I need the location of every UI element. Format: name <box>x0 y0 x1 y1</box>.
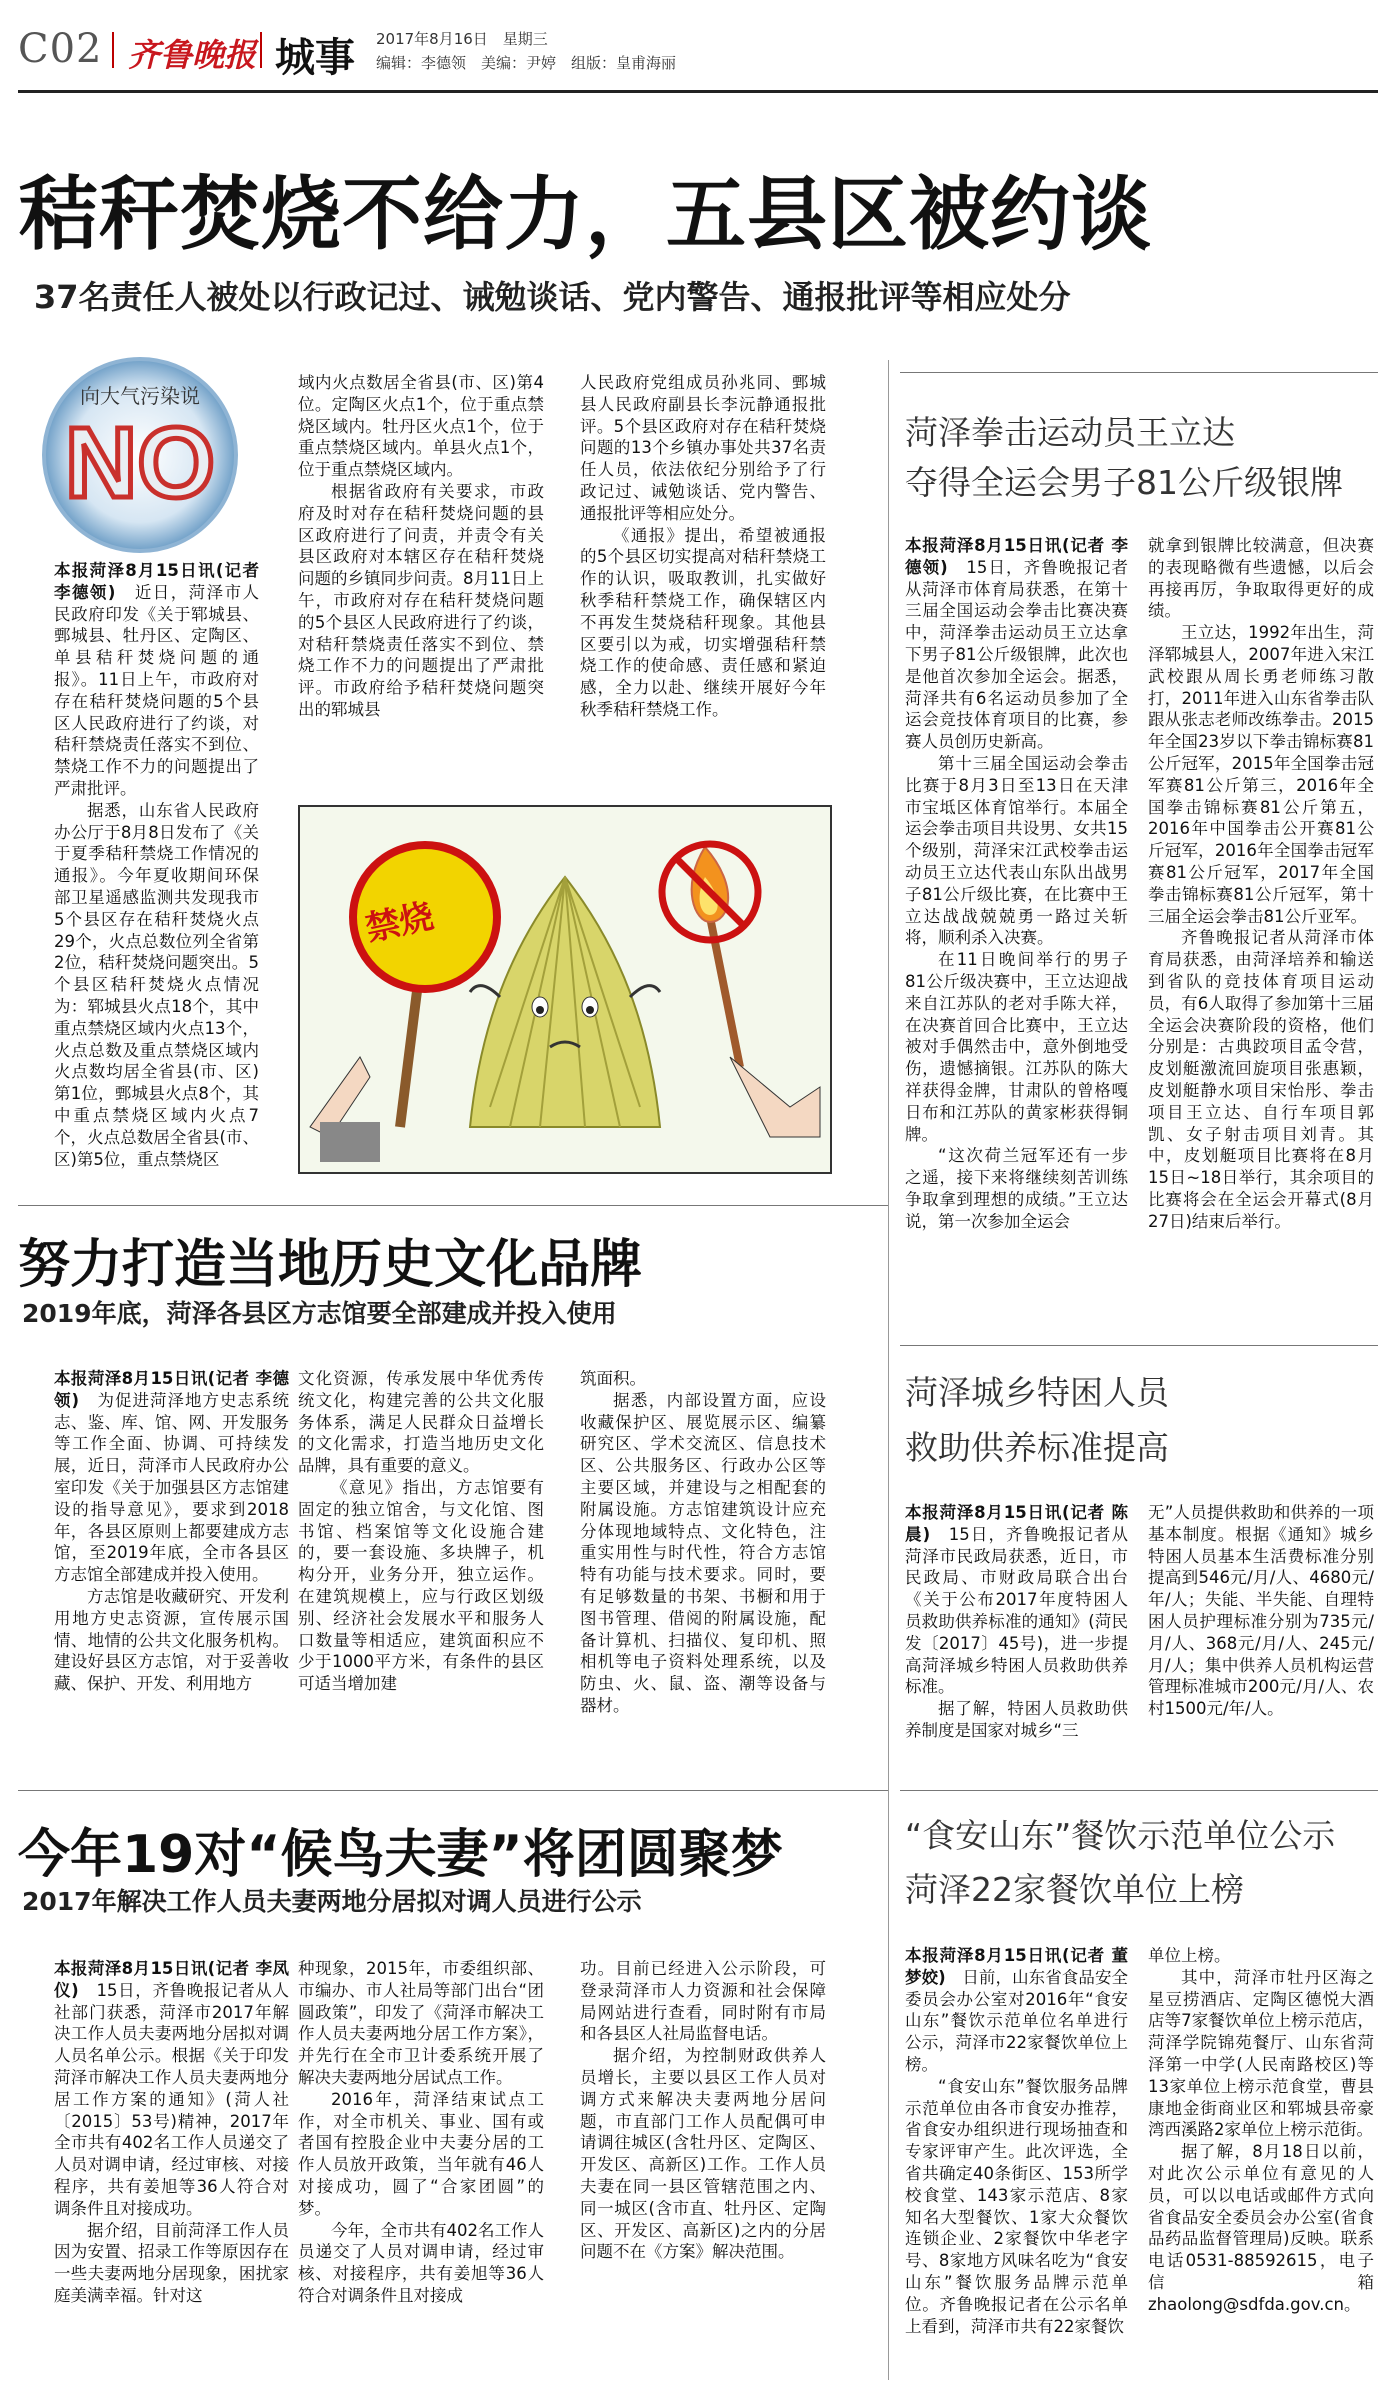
section-rule <box>18 1790 888 1791</box>
food-paragraph: 据了解，8月18日以前，对此次公示单位有意见的人员，可以以电话或邮件方式向省食品安全委员会办公室(省食品药品监督管理局)反映。联系电话0531-88592615，电子信箱 zhaolong@sdfda.gov.cn。 <box>1148 2142 1374 2314</box>
main-paragraph: 根据省政府有关要求，市政府及时对存在秸秆焚烧问题的县区政府进行了问责，并责令有关县区政府对本辖区存在秸秆焚烧问题的乡镇同步问责。8月11日上午，市政府对存在秸秆焚烧问题的5个县区人民政府进行了约谈，对秸秆禁烧责任落实不到位、禁烧工作不力的问题提出了严肃批评。市政府给予秸秆焚烧问题突出的郓城县 <box>298 481 544 719</box>
editor-credits: 编辑：李德领 美编：尹婷 组版：皇甫海丽 <box>376 54 677 72</box>
boxer-paragraph: “这次荷兰冠军还有一步之遥，接下来将继续刻苦训练争取拿到理想的成绩。”王立达说，第一次参加全运会 <box>905 1146 1128 1231</box>
match-flame-icon <box>662 844 820 1137</box>
culture-column-3 <box>580 1368 826 1780</box>
boxer-paragraph: 第十三届全国运动会拳击比赛于8月3日至13日在天津市宝坻区体育馆举行。本届全运会拳击项目共设男、女共15个级别，菏泽宋江武校拳击运动员王立达代表山东队出战男子81公斤级比赛，在比赛中王立达战战兢兢勇一路过关斩将，顺利杀入决赛。 <box>905 753 1128 948</box>
section-rule <box>900 1790 1378 1791</box>
couples-paragraph: 15日，齐鲁晚报记者从人社部门获悉，菏泽市2017年解决工作人员夫妻两地分居拟对调人员名单公示。根据《关于印发菏泽市解决工作人员夫妻两地分居工作方案的通知》(菏人社〔2015〕53号)精神，2017年全市共有402名工作人员递交了人员对调申请，经过审核、对接程序，共有姜旭等36人符合对调条件且对接成功。 <box>54 1980 289 2218</box>
section-name: 城事 <box>275 35 355 81</box>
couples-paragraph: 种现象，2015年，市委组织部、市编办、市人社局等部门出台“团圆政策”，印发了《菏泽市解决工作人员夫妻两地分居工作方案》，并先行在全市卫计委系统开展了解决夫妻两地分居试点工作。 <box>298 1959 544 2087</box>
food-paragraph: 日前，山东省食品安全委员会办公室对2016年“食安山东”餐饮示范单位名单进行公示，菏泽市22家餐饮单位上榜。 <box>905 1967 1128 2074</box>
poverty-paragraph: 据了解，特困人员救助供养制度是国家对城乡“三 <box>905 1699 1128 1740</box>
boxer-paragraph: 在11日晚间举行的男子81公斤级决赛中，王立达迎战来自江苏队的老对手陈大祥，在决赛首回合比赛中，王立达被对手偶然击中，意外倒地受伤，遗憾摘银。江苏队的陈大祥获得金牌，甘肃队的曾格嘎日布和江苏队的黄家彬获得铜牌。 <box>905 950 1128 1144</box>
main-headline: 秸秆焚烧不给力，五县区被约谈 <box>18 168 1152 261</box>
couples-column-1 <box>54 1958 289 2388</box>
food-headline-line1: “食安山东”餐饮示范单位公示 <box>905 1816 1336 1855</box>
poverty-headline-line2: 救助供养标准提高 <box>905 1428 1169 1467</box>
couples-paragraph: 2016年，菏泽结束试点工作，对全市机关、事业、国有或者国有控股企业中夫妻分居的工作人员放开政策，当年就有46人对接成功，圆了“合家团圆”的梦。 <box>298 2089 544 2218</box>
couples-paragraph: 据介绍，为控制财政供养人员增长，主要以县区工作人员对调方式来解决夫妻两地分居问题，市直部门工作人员配偶可申请调往城区(含牡丹区、定陶区、开发区、高新区)工作。工作人员夫妻在同一县区管辖范围之内、同一城区(含市直、牡丹区、定陶区、开发区、高新区)之内的分居问题不在《方案》解决范围。 <box>580 2046 826 2262</box>
couples-paragraph: 据介绍，目前菏泽工作人员因为安置、招录工作等原因存在一些夫妻两地分居现象，困扰家庭美满幸福。针对这 <box>54 2220 289 2305</box>
food-paragraph: “食安山东”餐饮服务品牌示范单位由各市食安办推荐，省食安办组织进行现场抽查和专家评审产生。此次评选，全省共确定40条街区、153所学校食堂、143家示范店、8家知名大型餐饮、1家大众餐饮连锁企业、2家餐饮中华老字号、8家地方风味名吃为“食安山东”餐饮服务品牌示范单位。齐鲁晚报记者在公示名单上看到，菏泽市共有22家餐饮 <box>905 2076 1128 2336</box>
badge-caption: 向大气污染说 <box>80 384 200 408</box>
couples-paragraph: 今年，全市共有402名工作人员递交了人员对调申请，经过审核、对接程序，共有姜旭等36人符合对调条件且对接成 <box>298 2220 544 2305</box>
poverty-paragraph: 无”人员提供救助和供养的一项基本制度。根据《通知》城乡特困人员基本生活费标准分别提高到546元/月/人、4680元/年/人；失能、半失能、自理特困人员护理标准分别为735元/月/人、368元/月/人、245元/月/人；集中供养人员机构运营管理标准城市200元/月/人、农村1500元/年/人。 <box>1148 1503 1374 1719</box>
culture-dateline: 本报菏泽8月15日讯(记者 李德领) <box>54 1369 289 1410</box>
boxer-column-2 <box>1148 535 1374 1335</box>
poverty-column-1 <box>905 1502 1128 1777</box>
food-headline-line2: 菏泽22家餐饮单位上榜 <box>905 1870 1244 1909</box>
sign-label: 禁烧 <box>362 896 438 950</box>
boxer-headline-line1: 菏泽拳击运动员王立达 <box>905 413 1235 452</box>
food-column-2 <box>1148 1945 1374 2385</box>
food-dateline: 本报菏泽8月15日讯(记者 董梦姣) <box>905 1946 1128 1987</box>
couples-subheadline: 2017年解决工作人员夫妻两地分居拟对调人员进行公示 <box>22 1887 642 1916</box>
boxer-paragraph: 齐鲁晚报记者从菏泽市体育局获悉，由菏泽培养和输送到省队的竞技体育项目运动员，有6人取得了参加第十三届全运会决赛阶段的资格，他们分别是：古典跤项目孟令营，皮划艇激流回旋项目张惠颖，皮划艇静水项目宋怡彤、拳击项目王立达、自行车项目郭凯、女子射击项目刘青。其中，皮划艇项目比赛将在8月15日~18日举行，其余项目的比赛将会在全运会开幕式(8月27日)结束后举行。 <box>1148 928 1374 1231</box>
main-paragraph: 人民政府党组成员孙兆同、鄄城县人民政府副县长李沅静通报批评。5个县区政府对存在秸秆焚烧问题的13个乡镇办事处共37名责任人员，依法依纪分别给予了行政记过、诫勉谈话、党内警告、通报批评等相应处分。 <box>580 373 826 523</box>
issue-date: 2017年8月16日 星期三 <box>376 30 548 48</box>
column-divider <box>888 360 889 2380</box>
section-rule <box>18 1205 888 1206</box>
straw-burning-illustration <box>298 805 832 1174</box>
main-subheadline: 37名责任人被处以行政记过、诫勉谈话、党内警告、通报批评等相应处分 <box>34 278 1071 316</box>
main-column-3 <box>580 372 826 822</box>
header-rule <box>18 90 1378 93</box>
culture-column-2 <box>298 1368 544 1780</box>
food-column-1 <box>905 1945 1128 2385</box>
culture-paragraph: 文化资源，传承发展中华优秀传统文化，构建完善的公共文化服务体系，满足人民群众日益增长的文化需求，打造当地历史文化品牌，具有重要的意义。 <box>298 1369 544 1476</box>
couples-column-3 <box>580 1958 826 2388</box>
main-dateline: 本报菏泽8月15日讯(记者 李德领) <box>54 561 259 602</box>
culture-paragraph: 据悉，内部设置方面，应设收藏保护区、展览展示区、编纂研究区、学术交流区、信息技术区、公共服务区、行政办公区等主要区域，并建设与之相配套的附属设施。方志馆建筑设计应充分体现地域特点、文化特色，注重实用性与时代性，符合方志馆特有功能与技术要求。同时，要有足够数量的书架、书橱和用于图书管理、借阅的附属设施，配备计算机、扫描仪、复印机、照相机等电子资料处理系统，以及防虫、火、鼠、盗、潮等设备与器材。 <box>580 1390 826 1715</box>
main-paragraph: 域内火点数居全省县(市、区)第4位。定陶区火点1个，位于重点禁烧区域内。牡丹区火点1个，位于重点禁烧区域内。单县火点1个，位于重点禁烧区域内。 <box>298 373 544 480</box>
boxer-headline-line2: 夺得全运会男子81公斤级银牌 <box>905 463 1343 502</box>
badge-no-text: NO <box>65 407 215 519</box>
section-rule <box>900 372 1378 373</box>
main-column-2 <box>298 372 544 822</box>
boxer-paragraph: 15日，齐鲁晚报记者从菏泽市体育局获悉，在第十三届全国运动会拳击比赛决赛中，菏泽拳击运动员王立达拿下男子81公斤级银牌，此次也是他首次参加全运会。据悉，菏泽共有6名运动员参加了全运会竞技体育项目的比赛，参赛人员创历史新高。 <box>905 557 1128 752</box>
culture-paragraph: 为促进菏泽地方史志系统志、鉴、库、馆、网、开发服务等工作全面、协调、可持续发展，近日，菏泽市人民政府办公室印发《关于加强县区方志馆建设的指导意见》，要求到2018年，各县区原则上都要建成方志馆，至2019年底，全市各县区方志馆全部建成并投入使用。 <box>54 1390 289 1585</box>
culture-paragraph: 筑面积。 <box>580 1369 646 1388</box>
main-paragraph: 近日，菏泽市人民政府印发《关于郓城县、鄄城县、牡丹区、定陶区、单县秸秆焚烧问题的通报》。11日上午，市政府对存在秸秆焚烧问题的5个县区人民政府进行了约谈，对秸秆禁烧责任落实不到位、禁烧工作不力的问题提出了严肃批评。 <box>54 582 259 798</box>
culture-subheadline: 2019年底，菏泽各县区方志馆要全部建成并投入使用 <box>22 1299 617 1328</box>
poverty-paragraph: 15日，齐鲁晚报记者从菏泽市民政局获悉，近日，市民政局、市财政局联合出台《关于公布2017年度特困人员救助供养标准的通知》(菏民发〔2017〕45号)，进一步提高菏泽城乡特困人员救助供养标准。 <box>905 1524 1128 1697</box>
couples-dateline: 本报菏泽8月15日讯(记者 李凤仪) <box>54 1959 289 2000</box>
header-divider <box>260 32 262 68</box>
food-paragraph: 其中，菏泽市牡丹区海之星豆捞酒店、定陶区德悦大酒店等7家餐饮单位上榜示范店，菏泽学院锦苑餐厅、山东省菏泽第一中学(人民南路校区)等13家单位上榜示范食堂，曹县康地金街商业区和郓城县帝豪湾西溪路2家单位上榜示范街。 <box>1148 1967 1374 2140</box>
culture-paragraph: 方志馆是收藏研究、开发利用地方史志资源，宣传展示国情、地情的公共文化服务机构。建设好县区方志馆，对于妥善收藏、保护、开发、利用地方 <box>54 1586 289 1694</box>
poverty-headline-line1: 菏泽城乡特困人员 <box>905 1373 1169 1412</box>
poverty-column-2 <box>1148 1502 1374 1777</box>
section-rule <box>900 1345 1378 1346</box>
newspaper-logo: 齐鲁晚报 <box>128 36 257 74</box>
boxer-paragraph: 就拿到银牌比较满意，但决赛的表现略微有些遗憾，以后会再接再厉，争取取得更好的成绩。 <box>1148 536 1374 621</box>
culture-paragraph: 《意见》指出，方志馆要有固定的独立馆舍，与文化馆、图书馆、档案馆等文化设施合建的，要一套设施、多块牌子，机构分开，业务分开，独立运作。在建筑规模上，应与行政区划级别、经济社会发展水平和服务人口数量等相适应，建筑面积应不少于1000平方米，有条件的县区可适当增加建 <box>298 1477 544 1694</box>
main-paragraph: 据悉，山东省人民政府办公厅于8月8日发布了《关于夏季秸秆禁烧工作情况的通报》。今年夏收期间环保部卫星遥感监测共发现我市5个县区存在秸秆焚烧火点29个，火点总数位列全省第2位，秸秆焚烧问题突出。5个县区秸秆焚烧火点情况为：郓城县火点18个，其中重点禁烧区域内火点13个，火点总数及重点禁烧区域内火点数均居全省县(市、区)第1位，鄄城县火点8个，其中重点禁烧区域内火点7个，火点总数居全省县(市、区)第5位，重点禁烧区 <box>54 800 259 1169</box>
boxer-column-1 <box>905 535 1128 1335</box>
food-paragraph: 单位上榜。 <box>1148 1946 1231 1965</box>
couples-column-2 <box>298 1958 544 2388</box>
couples-headline: 今年19对“候鸟夫妻”将团圆聚梦 <box>18 1825 783 1885</box>
page-number: C02 <box>18 26 103 72</box>
boxer-paragraph: 王立达，1992年出生，菏泽郓城县人，2007年进入宋江武校跟从周长勇老师练习散打，2011年进入山东省拳击队跟从张志老师改练拳击。2015年全国23岁以下拳击锦标赛81公斤冠军，2015年全国拳击冠军赛81公斤第三，2016年全国拳击锦标赛81公斤第五，2016年中国拳击公开赛81公斤冠军，2016年全国拳击冠军赛81公斤冠军，2017年全国拳击锦标赛81公斤冠军，第十三届全运会拳击81公斤亚军。 <box>1148 623 1374 926</box>
couples-paragraph: 功。目前已经进入公示阶段，可登录菏泽市人力资源和社会保障局网站进行查看，同时附有市局和各县区人社局监督电话。 <box>580 1959 826 2044</box>
poverty-dateline: 本报菏泽8月15日讯(记者 陈晨) <box>905 1503 1128 1544</box>
boxer-dateline: 本报菏泽8月15日讯(记者 李德领) <box>905 536 1128 577</box>
culture-column-1 <box>54 1368 289 1780</box>
main-column-1 <box>54 560 259 1198</box>
main-paragraph: 《通报》提出，希望被通报的5个县区切实提高对秸秆禁烧工作的认识，吸取教训，扎实做好秋季秸秆禁烧工作，确保辖区内不再发生焚烧秸秆现象。其他县区要引以为戒，切实增强秸秆禁烧工作的使命感、责任感和紧迫感，全力以赴、继续开展好今年秋季秸秆禁烧工作。 <box>580 525 826 719</box>
culture-headline: 努力打造当地历史文化品牌 <box>18 1235 643 1295</box>
header-divider <box>112 32 114 68</box>
